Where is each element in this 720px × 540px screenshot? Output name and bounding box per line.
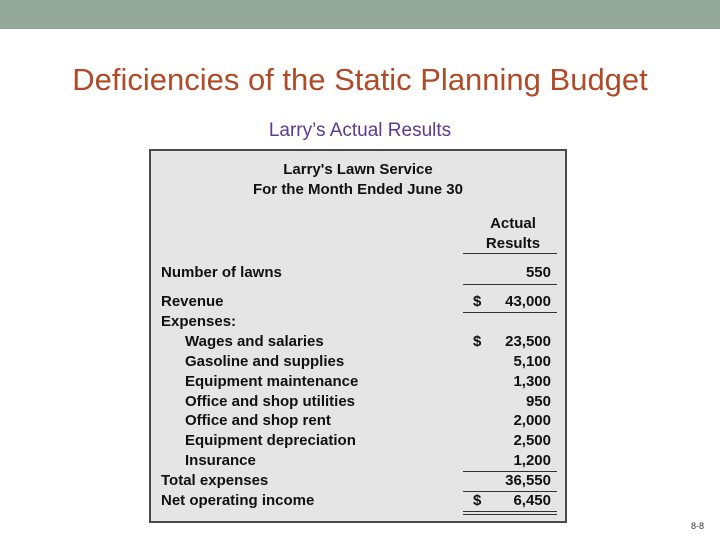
row-value-equipment-maintenance: 1,300 — [513, 373, 551, 390]
row-dollar-revenue: $ — [473, 293, 482, 310]
lawns-underline — [463, 284, 557, 285]
row-label-revenue: Revenue — [161, 293, 224, 310]
row-dollar-wages-and-salaries: $ — [473, 333, 482, 350]
company-name: Larry's Lawn Service — [283, 161, 433, 178]
report-period: For the Month Ended June 30 — [252, 181, 463, 198]
row-label-wages-and-salaries: Wages and salaries — [185, 333, 324, 350]
income-statement-panel — [149, 149, 567, 523]
row-label-gasoline-and-supplies: Gasoline and supplies — [185, 353, 345, 370]
row-label-office-and-shop-rent: Office and shop rent — [185, 412, 331, 429]
column-header-underline — [463, 253, 557, 254]
top-accent-bar — [0, 0, 720, 29]
net-income-double-underline-2 — [463, 514, 557, 515]
row-value-office-and-shop-utilities: 950 — [525, 393, 551, 410]
row-label-equipment-depreciation: Equipment depreciation — [185, 432, 356, 449]
row-label-expenses: Expenses: — [161, 313, 237, 330]
row-label-total-expenses: Total expenses — [161, 472, 269, 489]
row-value-wages-and-salaries: 23,500 — [505, 333, 551, 350]
row-value-gasoline-and-supplies: 5,100 — [513, 353, 551, 370]
row-dollar-net-operating-income: $ — [473, 492, 482, 509]
row-value-office-and-shop-rent: 2,000 — [513, 412, 551, 429]
column-header-line1: Actual — [490, 215, 536, 232]
column-header-line2: Results — [485, 235, 541, 252]
revenue-underline — [463, 312, 557, 313]
slide-title: Deficiencies of the Static Planning Budget — [72, 62, 648, 97]
row-label-number-of-lawns: Number of lawns — [161, 264, 282, 281]
row-label-office-and-shop-utilities: Office and shop utilities — [185, 393, 356, 410]
row-value-insurance: 1,200 — [513, 452, 551, 469]
row-label-equipment-maintenance: Equipment maintenance — [185, 373, 359, 390]
row-value-revenue: 43,000 — [505, 293, 551, 310]
net-income-double-underline-1 — [463, 511, 557, 512]
row-value-net-operating-income: 6,450 — [513, 492, 551, 509]
page-number: 8-8 — [691, 521, 705, 531]
row-value-number-of-lawns: 550 — [525, 264, 551, 281]
slide-subtitle: Larry’s Actual Results — [268, 120, 452, 141]
row-value-total-expenses: 36,550 — [505, 472, 551, 489]
row-label-insurance: Insurance — [185, 452, 256, 469]
row-value-equipment-depreciation: 2,500 — [513, 432, 551, 449]
row-label-net-operating-income: Net operating income — [161, 492, 315, 509]
